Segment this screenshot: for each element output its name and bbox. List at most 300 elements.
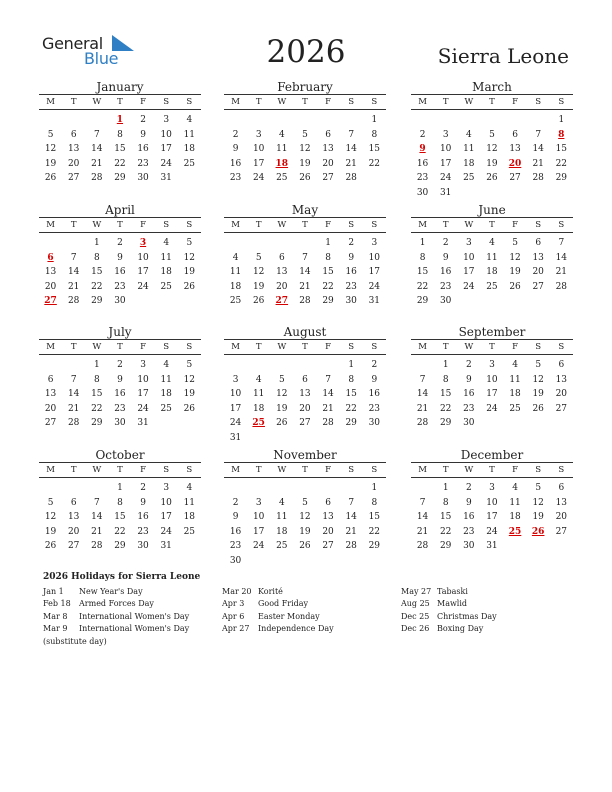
day-cell: 20 [44,281,57,292]
weekday-label: S [348,97,355,107]
empty-day-cell [247,431,270,446]
empty-day-cell [293,236,316,251]
day-cell: 20 [44,403,57,414]
day-cell: 18 [229,281,242,292]
day-cell: 15 [114,144,126,155]
holiday-day-cell: 25 [252,418,265,429]
day-cell: 26 [276,418,288,429]
day-cell: 3 [140,360,146,370]
weekday-header [224,94,386,110]
day-cell: 1 [442,483,449,493]
weekday-label: T [489,342,495,352]
day-cell: 18 [183,512,196,523]
empty-day-cell [178,539,201,554]
week-row [224,171,386,186]
week-row [411,358,573,373]
week-row [39,280,201,295]
day-cell: 6 [325,129,331,140]
day-cell: 12 [299,144,311,155]
day-cell: 26 [509,281,521,292]
weekday-label: W [464,97,474,107]
holiday-date: Mar 20 [222,587,252,596]
weekday-label: T [255,220,262,230]
day-cell: 11 [160,252,172,263]
day-cell: 4 [489,238,495,248]
day-cell: 22 [416,281,429,292]
day-cell: 24 [252,541,265,552]
day-cell: 9 [140,129,146,140]
day-cell: 15 [114,512,126,523]
week-row [39,525,201,540]
day-cell: 4 [512,483,518,493]
day-cell: 22 [439,403,452,414]
day-cell: 12 [532,497,544,508]
weekday-label: T [255,342,262,352]
day-cell: 31 [439,187,452,198]
day-cell: 1 [325,238,331,248]
day-cell: 15 [368,144,381,155]
week-row [411,539,573,554]
holiday-day-cell: 6 [47,252,54,263]
day-cell: 29 [368,541,381,552]
day-cell: 16 [137,144,149,155]
holiday-day-cell: 1 [116,115,124,125]
day-cell: 12 [44,512,57,523]
weekday-label: W [92,220,102,230]
weekday-label: S [371,220,378,230]
day-cell: 18 [509,512,521,523]
weekday-label: S [186,220,193,230]
empty-day-cell [363,554,386,569]
day-cell: 24 [252,173,265,184]
day-cell: 30 [137,173,149,184]
weekday-label: T [70,97,77,107]
holiday-item [401,586,497,598]
empty-day-cell [317,358,340,373]
day-cell: 30 [368,418,381,429]
day-cell: 5 [512,238,518,248]
weekday-label: F [325,97,332,107]
weekday-label: S [535,342,542,352]
day-cell: 21 [67,281,80,292]
day-cell: 27 [555,403,568,414]
weekday-label: M [231,342,240,352]
day-cell: 28 [416,418,429,429]
day-cell: 19 [486,158,498,169]
day-cell: 18 [486,267,498,278]
day-cell: 4 [163,238,170,248]
day-cell: 26 [183,281,196,292]
day-cell: 7 [348,129,355,140]
week-row [39,294,201,309]
empty-day-cell [62,113,85,128]
day-cell: 22 [555,158,568,169]
day-cell: 31 [160,541,172,552]
weekday-label: W [277,97,287,107]
holiday-name: Christmas Day [437,611,497,621]
day-cell: 12 [252,267,265,278]
weekday-label: F [512,465,519,475]
day-cell: 6 [558,360,565,370]
day-cell: 31 [137,418,149,429]
day-cell: 14 [322,389,334,400]
day-cell: 31 [486,541,498,552]
empty-day-cell [155,294,178,309]
weekday-label: W [92,465,102,475]
weekday-label: S [558,220,565,230]
week-row [39,358,201,373]
day-cell: 10 [463,252,475,263]
empty-day-cell [293,358,316,373]
weekday-label: S [348,465,355,475]
holiday-item [222,586,334,598]
day-cell: 2 [117,360,123,370]
empty-day-cell [39,358,62,373]
day-cell: 13 [509,144,521,155]
day-cell: 4 [163,360,170,370]
day-cell: 15 [555,144,568,155]
day-cell: 15 [439,389,452,400]
day-cell: 6 [70,129,77,140]
week-row [224,142,386,157]
week-row [224,416,386,431]
day-cell: 11 [276,512,288,523]
day-cell: 19 [183,389,196,400]
empty-day-cell [293,431,316,446]
day-cell: 2 [442,238,449,248]
weeks [411,236,573,309]
empty-day-cell [85,481,108,496]
empty-day-cell [224,236,247,251]
holiday-day-cell: 9 [419,144,426,155]
holiday-day-cell: 18 [275,158,289,169]
day-cell: 19 [276,403,288,414]
day-cell: 6 [325,497,331,508]
day-cell: 23 [463,526,475,537]
day-cell: 22 [91,281,103,292]
empty-day-cell [270,481,293,496]
week-row [411,402,573,417]
day-cell: 14 [345,144,357,155]
day-cell: 14 [416,512,429,523]
day-cell: 8 [93,374,100,385]
weeks [39,236,201,309]
day-cell: 16 [114,267,126,278]
weekday-label: S [163,220,170,230]
day-cell: 5 [278,374,285,385]
week-row [411,373,573,388]
day-cell: 8 [442,497,449,508]
day-cell: 15 [345,389,357,400]
holiday-item [401,611,497,623]
day-cell: 5 [302,129,308,140]
empty-day-cell [480,416,503,431]
day-cell: 20 [299,403,311,414]
day-cell: 2 [140,483,146,493]
empty-day-cell [62,236,85,251]
weekday-label: T [442,465,449,475]
day-cell: 3 [255,497,262,508]
empty-day-cell [411,113,434,128]
holiday-day-cell: 27 [44,296,57,307]
day-cell: 9 [465,374,472,385]
holiday-date: May 27 [401,587,432,596]
weekday-header [224,339,386,355]
day-cell: 8 [325,252,331,263]
weekday-label: F [512,342,519,352]
day-cell: 26 [252,296,265,307]
day-cell: 20 [555,389,568,400]
day-cell: 31 [368,296,381,307]
day-cell: 21 [345,158,357,169]
week-row [39,416,201,431]
day-cell: 23 [137,158,149,169]
holidays-title: 2026 Holidays for Sierra Leone [43,572,201,582]
day-cell: 4 [186,115,193,125]
empty-day-cell [224,358,247,373]
day-cell: 18 [160,389,172,400]
day-cell: 11 [509,374,521,385]
empty-day-cell [434,113,457,128]
day-cell: 21 [91,158,103,169]
day-cell: 9 [117,252,123,263]
day-cell: 3 [442,129,449,140]
month-name: September [458,325,526,339]
weekday-label: S [348,220,355,230]
day-cell: 19 [299,158,311,169]
weekday-label: T [117,220,123,230]
week-row [224,157,386,172]
day-cell: 10 [252,512,265,523]
day-cell: 6 [47,374,54,385]
holiday-date: Dec 25 [401,611,430,621]
day-cell: 30 [345,296,357,307]
day-cell: 13 [44,389,57,400]
day-cell: 25 [486,281,498,292]
holiday-item [43,586,189,598]
empty-day-cell [340,431,363,446]
day-cell: 25 [183,158,196,169]
empty-day-cell [363,171,386,186]
weekday-label: S [186,342,193,352]
day-cell: 27 [555,526,568,537]
day-cell: 23 [463,403,475,414]
empty-day-cell [247,554,270,569]
day-cell: 9 [117,374,123,385]
day-cell: 13 [299,389,311,400]
week-row [39,387,201,402]
holiday-day-cell: 26 [531,526,545,537]
day-cell: 22 [368,526,381,537]
weekday-label: S [535,465,542,475]
day-cell: 4 [278,129,285,140]
week-row [39,402,201,417]
day-cell: 20 [322,526,334,537]
day-cell: 26 [183,403,196,414]
logo-blue-text: Blue [84,49,119,68]
day-cell: 8 [419,252,426,263]
day-cell: 25 [229,296,242,307]
week-row [224,358,386,373]
weekday-label: W [464,465,474,475]
week-row [39,251,201,266]
day-cell: 21 [416,403,429,414]
day-cell: 22 [91,403,103,414]
weekday-label: M [418,220,427,230]
empty-day-cell [504,113,527,128]
holiday-day-cell: 8 [558,129,565,140]
day-cell: 16 [229,158,242,169]
week-row [411,128,573,143]
day-cell: 24 [368,281,381,292]
day-cell: 10 [486,374,498,385]
holiday-name: Korité [258,587,283,596]
empty-day-cell [247,236,270,251]
day-cell: 5 [302,497,308,508]
day-cell: 21 [555,267,568,278]
weekday-label: M [46,465,55,475]
day-cell: 28 [555,281,568,292]
day-cell: 17 [486,389,498,400]
weekday-label: W [277,342,287,352]
weekday-label: F [325,220,332,230]
weekday-label: T [489,97,495,107]
day-cell: 23 [368,403,381,414]
holiday-name: Boxing Day [437,624,484,634]
day-cell: 26 [44,173,57,184]
holiday-date: Mar 8 [43,611,68,621]
day-cell: 10 [252,144,265,155]
empty-day-cell [247,113,270,128]
day-cell: 17 [463,267,475,278]
day-cell: 3 [255,129,262,140]
weekday-label: T [442,97,449,107]
month-name: December [460,448,524,462]
day-cell: 24 [229,418,242,429]
day-cell: 10 [137,252,149,263]
empty-day-cell [62,481,85,496]
week-row [39,481,201,496]
day-cell: 27 [299,418,311,429]
day-cell: 12 [509,252,521,263]
day-cell: 8 [371,497,378,508]
day-cell: 28 [322,418,334,429]
day-cell: 22 [114,526,126,537]
day-cell: 25 [276,541,288,552]
week-row [39,171,201,186]
month-february [224,80,386,186]
day-cell: 25 [183,526,196,537]
day-cell: 12 [299,512,311,523]
day-cell: 21 [67,403,80,414]
weekday-label: T [442,342,449,352]
day-cell: 18 [463,158,475,169]
day-cell: 7 [348,497,355,508]
day-cell: 18 [509,389,521,400]
day-cell: 9 [371,374,378,385]
weekday-label: F [325,342,332,352]
empty-day-cell [270,554,293,569]
day-cell: 15 [322,267,334,278]
day-cell: 2 [117,238,123,248]
empty-day-cell [340,113,363,128]
day-cell: 10 [229,389,242,400]
day-cell: 4 [186,483,193,493]
day-cell: 10 [137,374,149,385]
day-cell: 21 [91,526,103,537]
day-cell: 23 [229,173,242,184]
holiday-item [222,611,334,623]
empty-day-cell [550,294,573,309]
holiday-name: Good Friday [258,599,309,609]
month-november [224,448,386,569]
weeks [411,113,573,201]
day-cell: 3 [163,115,170,125]
day-cell: 5 [47,497,54,508]
day-cell: 29 [416,296,429,307]
day-cell: 2 [465,483,472,493]
weekday-label: S [348,342,355,352]
weekday-label: S [371,97,378,107]
day-cell: 5 [186,360,193,370]
day-cell: 2 [232,129,239,140]
day-cell: 17 [439,158,452,169]
day-cell: 19 [299,526,311,537]
empty-day-cell [340,554,363,569]
week-row [39,128,201,143]
week-row [39,373,201,388]
week-row [39,496,201,511]
week-row [224,280,386,295]
weekday-label: S [535,97,542,107]
empty-day-cell [363,431,386,446]
weekday-header [39,462,201,478]
holiday-item [222,598,334,610]
day-cell: 26 [299,541,311,552]
day-cell: 15 [91,389,103,400]
holiday-name: Mawlid [437,599,468,609]
day-cell: 28 [345,173,357,184]
day-cell: 23 [137,526,149,537]
day-cell: 20 [67,158,80,169]
day-cell: 16 [114,389,126,400]
week-row [224,251,386,266]
empty-day-cell [480,294,503,309]
day-cell: 23 [439,281,452,292]
empty-day-cell [317,113,340,128]
day-cell: 11 [183,497,196,508]
day-cell: 13 [67,144,80,155]
holiday-item [43,623,189,635]
holiday-day-cell: 20 [508,158,522,169]
weekday-label: T [255,465,262,475]
day-cell: 5 [47,129,54,140]
empty-day-cell [527,113,550,128]
week-row [411,251,573,266]
week-row [224,539,386,554]
day-cell: 27 [322,173,334,184]
day-cell: 11 [160,374,172,385]
day-cell: 1 [371,115,378,125]
day-cell: 30 [114,296,126,307]
day-cell: 16 [416,158,429,169]
empty-day-cell [411,358,434,373]
day-cell: 7 [325,374,331,385]
weekday-header [224,217,386,233]
weekday-label: S [186,97,193,107]
weekday-label: T [442,220,449,230]
week-row [224,525,386,540]
